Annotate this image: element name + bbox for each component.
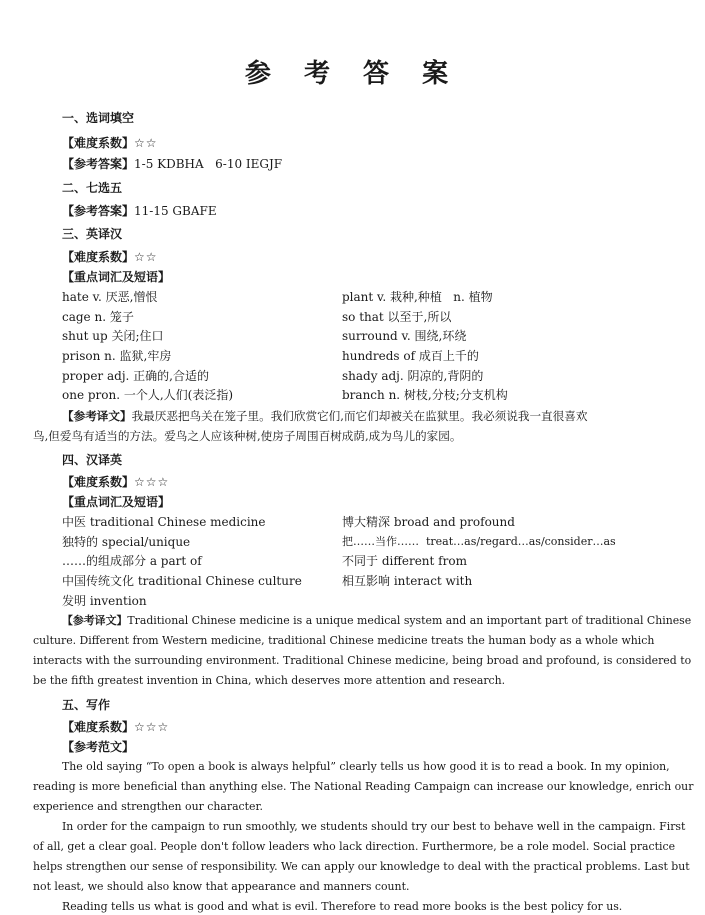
section-5-difficulty — [62, 719, 169, 735]
essay-line: The old saying “To open a book is always helpful” clearly tells us how good it is to read a book. In my opinion, — [62, 760, 670, 773]
section-2-heading: 二、七选五 — [62, 181, 123, 195]
answer-label: 【参考答案】 — [62, 204, 135, 218]
vocab-item: 把……当作…… treat…as/regard…as/consider…as — [342, 535, 616, 548]
vocab-item: 中国传统文化 traditional Chinese culture — [62, 574, 302, 588]
section-3-translation-line — [62, 408, 587, 424]
vocab-item: ……的组成部分 a part of — [62, 554, 202, 568]
essay-line: Reading tells us what is good and what is evil. Therefore to read more books is the best policy for us. — [62, 900, 623, 913]
essay-line: reading is more beneficial than anything else. The National Reading Campaign can increase our knowledge, enrich our — [33, 780, 694, 793]
answer-label: 【参考答案】 — [62, 157, 135, 171]
vocab-item: hundreds of 成百上千的 — [342, 349, 479, 363]
vocab-item: 不同于 different from — [342, 554, 467, 568]
section-4-heading: 四、汉译英 — [62, 453, 123, 467]
section-4-translation-line: interacts with the surrounding environment. Traditional Chinese medicine, being broad and profound, is considered to — [33, 654, 692, 667]
section-3-heading: 三、英译汉 — [62, 227, 123, 241]
section-4-translation-line — [62, 613, 691, 629]
essay-line: not least, we should also know that appearance and manners count. — [33, 880, 410, 893]
vocab-label: 【重点词汇及短语】 — [62, 270, 171, 284]
vocab-label: 【重点词汇及短语】 — [62, 495, 171, 509]
difficulty-label: 【难度系数】 — [62, 720, 135, 734]
vocab-item: shady adj. 阴凉的,背阴的 — [342, 369, 484, 383]
section-3-translation-line: 鸟,但爱鸟有适当的方法。爱鸟之人应该种树,使房子周围百树成荫,成为鸟儿的家园。 — [33, 429, 462, 443]
section-3-difficulty — [62, 249, 158, 265]
translation-label: 【参考译文】 — [62, 409, 132, 423]
section-5-heading: 五、写作 — [62, 698, 111, 712]
section-2-answer — [62, 203, 217, 219]
section-1-heading: 一、选词填空 — [62, 111, 135, 125]
difficulty-stars: ☆☆☆ — [134, 475, 170, 489]
vocab-item: so that 以至于,所以 — [342, 310, 452, 324]
difficulty-stars: ☆☆☆ — [134, 720, 170, 734]
difficulty-label: 【难度系数】 — [62, 136, 135, 150]
essay-line: experience and strengthen our character. — [33, 800, 263, 813]
vocab-item: cage n. 笼子 — [62, 310, 134, 324]
difficulty-label: 【难度系数】 — [62, 250, 135, 264]
difficulty-stars: ☆☆ — [134, 250, 158, 264]
vocab-item: shut up 关闭;住口 — [62, 329, 164, 343]
vocab-item: prison n. 监狱,牢房 — [62, 349, 172, 363]
section-4-translation-line: be the fifth greatest invention in China, which deserves more attention and research. — [33, 674, 506, 687]
vocab-item: plant v. 栽种,种植 n. 植物 — [342, 290, 493, 304]
vocab-item: hate v. 厌恶,憎恨 — [62, 290, 158, 304]
vocab-item: 发明 invention — [62, 594, 147, 608]
difficulty-label: 【难度系数】 — [62, 475, 135, 489]
section-1-answer — [62, 156, 282, 172]
essay-line: of all, get a clear goal. People don't follow leaders who lack direction. Furthermore, be a role model. Social practice — [33, 840, 676, 853]
essay-line: In order for the campaign to run smoothly, we students should try our best to behave well in the campaign. First — [62, 820, 686, 833]
vocab-item: one pron. 一个人,人们(表泛指) — [62, 388, 234, 402]
vocab-item: 独特的 special/unique — [62, 535, 191, 549]
section-1-difficulty — [62, 135, 158, 151]
translation-label: 【参考译文】 — [62, 614, 128, 627]
answer-value: 1-5 KDBHA 6-10 IEGJF — [134, 157, 283, 171]
translation-text: 我最厌恶把鸟关在笼子里。我们欣赏它们,而它们却被关在监狱里。我必须说我一直很喜欢 — [131, 409, 588, 423]
vocab-item: surround v. 围绕,环绕 — [342, 329, 467, 343]
sample-essay-label: 【参考范文】 — [62, 740, 135, 754]
section-4-translation-line: culture. Different from Western medicine, traditional Chinese medicine treats the human body as a whole which — [33, 634, 655, 647]
vocab-item: 中医 traditional Chinese medicine — [62, 515, 266, 529]
vocab-item: 相互影响 interact with — [342, 574, 473, 588]
vocab-item: proper adj. 正确的,合适的 — [62, 369, 209, 383]
essay-line: helps strengthen our sense of responsibility. We can apply our knowledge to deal with the practical problems. Last but — [33, 860, 690, 873]
section-4-difficulty — [62, 474, 169, 490]
page-title: 参 考 答 案 — [244, 59, 461, 89]
difficulty-stars: ☆☆ — [134, 136, 158, 150]
translation-text: Traditional Chinese medicine is a unique medical system and an important part of traditional Chinese — [127, 614, 692, 627]
answer-value: 11-15 GBAFE — [134, 204, 217, 218]
vocab-item: branch n. 树枝,分枝;分支机构 — [342, 388, 508, 402]
vocab-item: 博大精深 broad and profound — [342, 515, 515, 529]
